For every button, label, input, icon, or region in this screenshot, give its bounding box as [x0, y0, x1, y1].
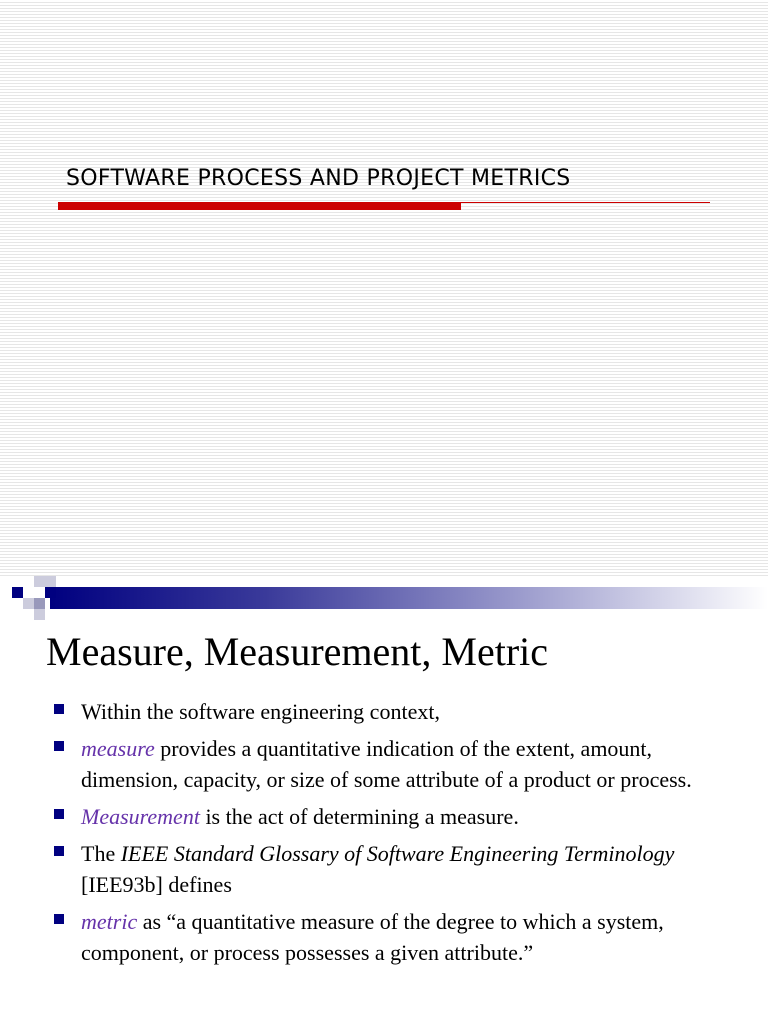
decor-square-icon	[12, 587, 23, 598]
bullet-list	[50, 696, 710, 974]
square-bullet-icon	[54, 809, 64, 819]
list-item	[50, 733, 710, 795]
term-measurement: Measurement	[81, 804, 200, 829]
decor-square-icon	[23, 598, 34, 609]
slide-1-title: SOFTWARE PROCESS AND PROJECT METRICS	[66, 166, 571, 191]
glossary-title: IEEE Standard Glossary of Software Engineering Terminology	[120, 841, 675, 866]
bullet-text: as “a quantitative measure of the degree to which a system, component, or process possesses a given attribute.”	[81, 909, 664, 965]
decor-square-icon	[34, 609, 45, 620]
square-bullet-icon	[54, 846, 64, 856]
list-item	[50, 801, 710, 832]
square-bullet-icon	[54, 914, 64, 924]
square-bullet-icon	[54, 704, 64, 714]
bullet-prefix: The	[81, 841, 121, 866]
term-metric: metric	[81, 909, 138, 934]
slide-2-title: Measure, Measurement, Metric	[46, 629, 549, 674]
decor-square-icon	[34, 598, 45, 609]
list-item	[50, 906, 710, 968]
title-underline-thin	[461, 202, 710, 203]
square-bullet-icon	[54, 741, 64, 751]
decor-square-icon	[45, 587, 56, 598]
bullet-text: provides a quantitative indication of the extent, amount, dimension, capacity, or size of some attribute of a product or process.	[81, 736, 692, 792]
title-underline-thick	[58, 202, 461, 210]
slide-2	[0, 576, 768, 1024]
bullet-text: [IEE93b] defines	[81, 872, 232, 897]
term-measure: measure	[81, 736, 155, 761]
header-gradient-bar	[50, 587, 768, 609]
bullet-text: is the act of determining a measure.	[199, 804, 519, 829]
decor-square-icon	[34, 576, 45, 587]
list-item	[50, 838, 710, 900]
decor-square-icon	[45, 576, 56, 587]
list-item	[50, 696, 710, 727]
bullet-text: Within the software engineering context,	[81, 699, 440, 724]
